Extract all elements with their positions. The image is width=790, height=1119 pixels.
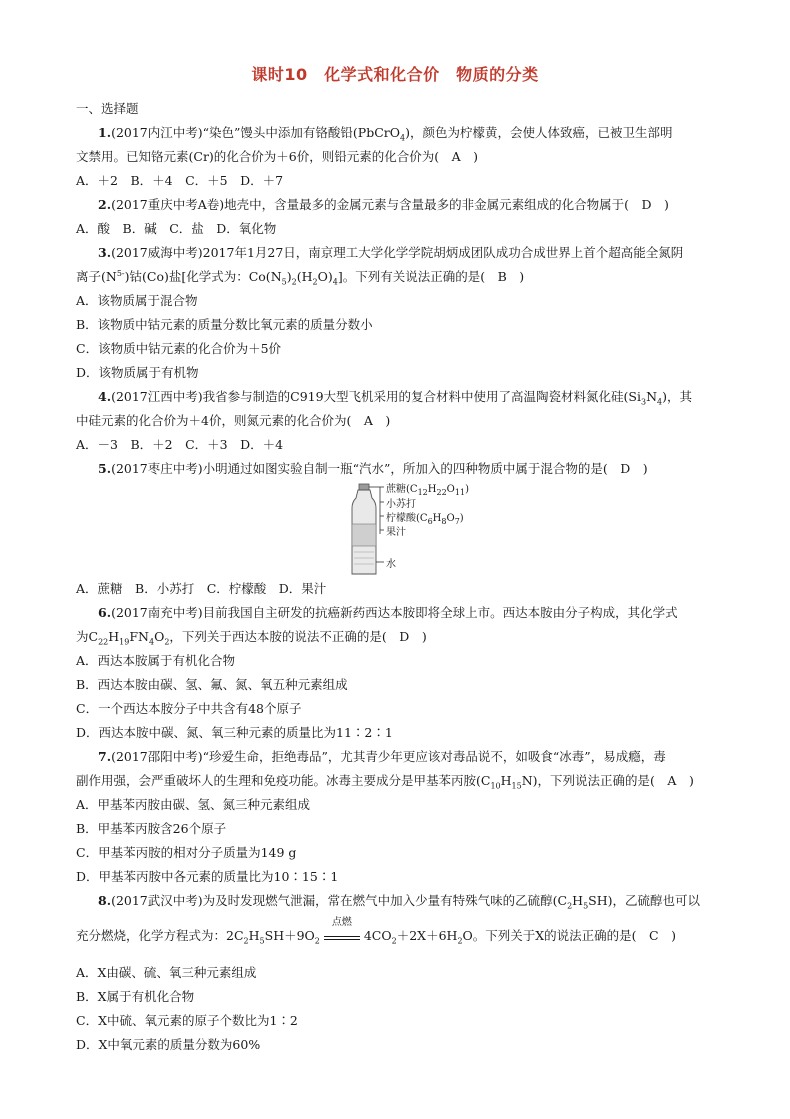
question-8-line-2: 充分燃烧，化学方程式为：$2C_2H_5SH+9O_2$ 点燃 $4CO_2+2X+6H_2O$。下列关于X的说法正确的是( C ) [76, 917, 676, 946]
figure-label-citric-acid: 柠檬酸$(C_6H_8O_7)$ [386, 513, 464, 526]
question-8-option-a: A．X由碳、硫、氧三种元素组成 [76, 965, 257, 980]
reaction-condition: 点燃 [331, 917, 352, 928]
question-8-line-1: 8.(2017武汉中考)为及时发现燃气泄漏，常在燃气中加入少量有特殊气味的乙硫醇$(C_2H_5SH)$，乙硫醇也可以 [98, 893, 701, 911]
question-2-line-1: 2.(2017重庆中考A卷)地壳中，含量最多的金属元素与含量最多的非金属元素组成的化合物属于( D ) [98, 197, 669, 212]
question-6-line-1: 6.(2017南充中考)目前我国自主研发的抗癌新药西达本胺即将全球上市。西达本胺由分子构成，其化学式 [98, 605, 678, 620]
question-4-line-1: 4.(2017江西中考)我省参与制造的C919大型飞机采用的复合材料中使用了高温陶瓷材料氮化硅$(Si_3N_4)$，其 [98, 389, 693, 407]
question-2-options: A．酸 B．碱 C．盐 D．氧化物 [76, 221, 277, 236]
question-7-line-1: 7.(2017邵阳中考)“珍爱生命，拒绝毒品”，尤其青少年更应该对毒品说不，如吸食“冰毒”，易成瘾，毒 [98, 749, 666, 764]
question-3-line-1: 3.(2017威海中考)2017年1月27日，南京理工大学化学学院胡炳成团队成功合成世界上首个超高能全氮阴 [98, 245, 684, 260]
question-6-option-a: A．西达本胺属于有机化合物 [76, 653, 236, 668]
question-3-option-d: D．该物质属于有机物 [76, 365, 199, 380]
question-3-option-c: C．该物质中钴元素的化合价为＋5价 [76, 341, 282, 356]
question-6-line-2: 为$C_{22}H_{19}FN_4O_2$，下列关于西达本胺的说法不正确的是( D ) [76, 629, 427, 647]
question-1-line-2: 文禁用。已知铬元素(Cr)的化合价为＋6价，则铅元素的化合价为( A ) [76, 149, 479, 164]
question-4-line-2: 中硅元素的化合价为＋4价，则氮元素的化合价为( A ) [76, 413, 391, 428]
question-7-option-c: C．甲基苯丙胺的相对分子质量为149 g [76, 845, 297, 860]
figure-label-sucrose: 蔗糖$(C_{12}H_{22}O_{11})$ [386, 484, 469, 497]
question-3-option-a: A．该物质属于混合物 [76, 293, 198, 308]
question-7-option-b: B．甲基苯丙胺含26个原子 [76, 821, 227, 836]
question-5-options: A．蔗糖 B．小苏打 C．柠檬酸 D．果汁 [76, 581, 327, 596]
question-5-line-1: 5.(2017枣庄中考)小明通过如图实验自制一瓶“汽水”，所加入的四种物质中属于混合物的是( D ) [98, 461, 648, 476]
figure-label-juice: 果汁 [386, 527, 406, 538]
question-8-option-d: D．X中氧元素的质量分数为60% [76, 1037, 261, 1052]
question-8-option-b: B．X属于有机化合物 [76, 989, 195, 1004]
question-1-options: A．＋2 B．＋4 C．＋5 D．＋7 [76, 173, 284, 188]
question-6-option-b: B．西达本胺由碳、氢、氟、氮、氧五种元素组成 [76, 677, 348, 692]
page-title: 课时10 化学式和化合价 物质的分类 [251, 65, 539, 84]
question-6-option-c: C．一个西达本胺分子中共含有48个原子 [76, 701, 302, 716]
soda-bottle-figure [340, 478, 510, 578]
figure-label-baking-soda: 小苏打 [386, 499, 416, 510]
reaction-arrow [324, 917, 360, 944]
figure-label-water: 水 [386, 559, 396, 570]
question-1-line-1: 1.(2017内江中考)“染色”馒头中添加有铬酸铅(PbCrO$_4$)，颜色为柠檬黄，会使人体致癌，已被卫生部明 [98, 125, 673, 143]
question-3-option-b: B．该物质中钴元素的质量分数比氧元素的质量分数小 [76, 317, 373, 332]
question-4-options: A．－3 B．＋2 C．＋3 D．＋4 [76, 437, 284, 452]
section-heading: 一、选择题 [76, 101, 139, 116]
question-3-line-2: 离子$(N^{5-})$钴(Co)盐[化学式为：$Co(N_5)_2(H_2O)_4$]。下列有关说法正确的是( B ) [76, 268, 525, 287]
question-6-option-d: D．西达本胺中碳、氮、氧三种元素的质量比为11∶2∶1 [76, 725, 393, 740]
question-7-option-a: A．甲基苯丙胺由碳、氢、氮三种元素组成 [76, 797, 311, 812]
question-7-line-2: 副作用强，会严重破坏人的生理和免疫功能。冰毒主要成分是甲基苯丙胺$(C_{10}H_{15}N)$，下列说法正确的是( A ) [76, 773, 694, 791]
question-8-option-c: C．X中硫、氧元素的原子个数比为1∶2 [76, 1013, 298, 1028]
question-7-option-d: D．甲基苯丙胺中各元素的质量比为10∶15∶1 [76, 869, 339, 884]
